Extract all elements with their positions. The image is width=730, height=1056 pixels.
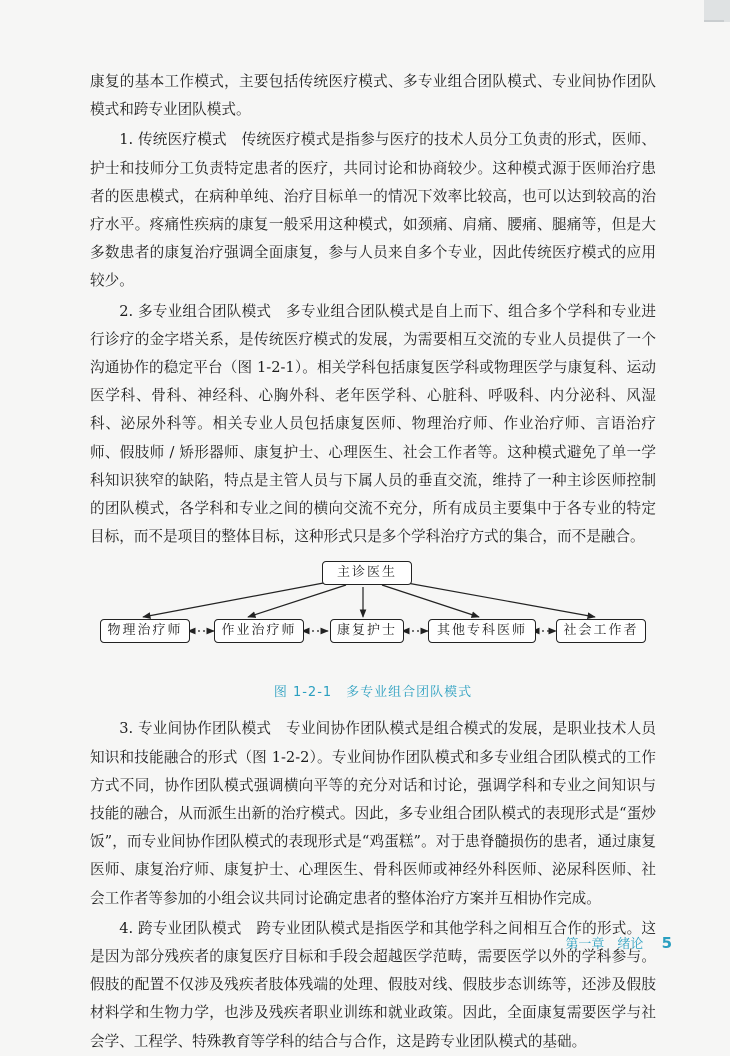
- arrow-to-physio: [143, 581, 334, 617]
- arrow-to-ot: [248, 585, 346, 617]
- node-occupational-therapist: 作业治疗师: [214, 619, 304, 643]
- node-social-worker: 社会工作者: [556, 619, 646, 643]
- page-corner-mark: [704, 0, 730, 22]
- chapter-title: 第一章 绪论: [565, 937, 644, 952]
- figure-caption: 图 1-2-1 多专业组合团队模式: [273, 685, 473, 701]
- paragraph-multidisciplinary-model: 2. 多专业组合团队模式 多专业组合团队模式是自上而下、组合多个学科和专业进行诊疗的金字塔关系，是传统医疗模式的发展，为需要相互交流的专业人员提供了一个沟通协作的稳定平台（图 1-2-1）。相关学科包括康复医学科或物理医学与康复科、运动医学科、骨科、神经科、心胸外科、老年医学科、心脏科、呼吸科、内分泌科、风湿科、泌尿外科等。相关专业人员包括康复医师、物理治疗师、作业治疗师、言语治疗师、假肢师 / 矫形器师、康复护士、心理医生、社会工作者等。这种模式避免了单一学科知识狭窄的缺陷，特点是主管人员与下属人员的垂直交流，维持了一种主诊医师控制的团队模式，各学科和专业之间的横向交流不充分，所有成员主要集中于各专业的特定目标，而不是项目的整体目标，这种形式只是多个学科治疗方式的集合，而不是融合。: [90, 302, 656, 546]
- figure-team-diagram: [90, 561, 656, 709]
- page-number: 5: [661, 934, 672, 952]
- paragraph-traditional-model: 1. 传统医疗模式 传统医疗模式是指参与医疗的技术人员分工负责的形式，医师、护士和技师分工负责特定患者的医疗，共同讨论和协商较少。这种模式源于医师治疗患者的医患模式，在病种单纯、治疗目标单一的情况下效率比较高，也可以达到较高的治疗水平。疼痛性疾病的康复一般采用这种模式，如颈痛、肩痛、腰痛、腿痛等，但是大多数患者的康复治疗强调全面康复，参与人员来自多个专业，因此传统医疗模式的应用较少。: [90, 131, 656, 290]
- paragraph-interdisciplinary-model: 3. 专业间协作团队模式 专业间协作团队模式是组合模式的发展，是职业技术人员知识和技能融合的形式（图 1-2-2）。专业间协作团队模式和多专业组合团队模式的工作方式不同，协作团队模式强调横向平等的充分对话和讨论，强调学科和专业之间知识与技能的融合，从而派生出新的治疗模式。因此，多专业组合团队模式的表现形式是“蛋炒饭”，而专业间协作团队模式的表现形式是“鸡蛋糕”。对于患脊髓损伤的患者，通过康复医师、康复治疗师、康复护士、心理医生、骨科医师或神经外科医师、泌尿科医师、社会工作者等参加的小组会议共同讨论确定患者的整体治疗方案并互相协作完成。: [90, 720, 656, 907]
- page-footer: [565, 933, 672, 952]
- node-rehab-nurse: 康复护士: [330, 619, 404, 643]
- paragraph-intro: 康复的基本工作模式，主要包括传统医疗模式、多专业组合团队模式、专业间协作团队模式和跨专业团队模式。: [90, 73, 656, 119]
- node-physical-therapist: 物理治疗师: [100, 619, 190, 643]
- node-chief-physician: 主诊医生: [322, 561, 412, 585]
- paragraph-transdisciplinary-model: 4. 跨专业团队模式 跨专业团队模式是指医学和其他学科之间相互合作的形式。这是因为部分残疾者的康复医疗目标和手段会超越医学范畴，需要医学以外的学科参与。假肢的配置不仅涉及残疾者肢体残端的处理、假肢对线、假肢步态训练等，还涉及假肢材料学和生物力学，也涉及残疾者职业训练和就业政策。因此，全面康复需要医学与社会学、工程学、特殊教育等学科的结合与合作，这是跨专业团队模式的基础。: [90, 919, 656, 1050]
- arrow-to-specialist: [382, 585, 479, 617]
- page-content: [90, 68, 656, 1056]
- node-other-specialist: 其他专科医师: [428, 619, 536, 643]
